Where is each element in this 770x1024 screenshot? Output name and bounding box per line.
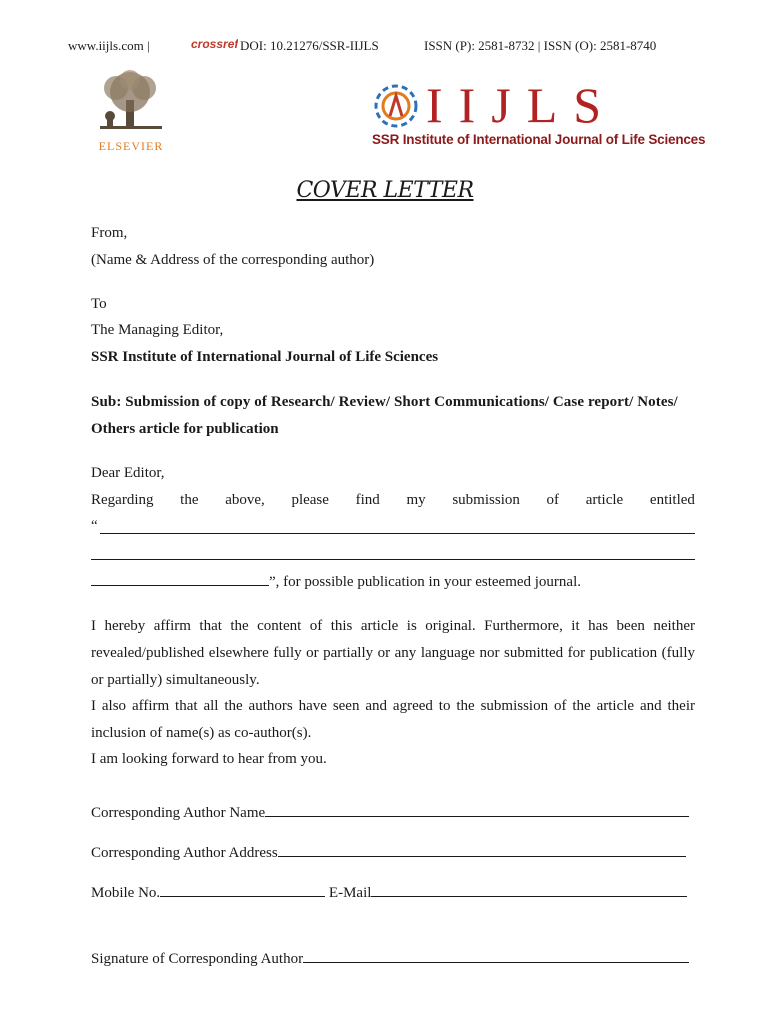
author-address-row [91,844,686,862]
elsevier-wordmark: ELSEVIER [98,139,164,153]
regarding-word: find [355,492,380,508]
author-address-field[interactable] [278,844,686,857]
to-label: To [91,296,107,312]
article-title-field-line-2[interactable] [91,559,695,560]
author-name-label: Corresponding Author Name [91,805,266,821]
regarding-word: entitled [649,492,695,508]
regarding-word: my [406,492,426,508]
doi-text: DOI: 10.21276/SSR-IIJLS [240,38,379,53]
website-url: www.iijls.com | [68,38,150,53]
signature-label: Signature of Corresponding Author [91,951,304,967]
contact-row [91,884,687,902]
from-detail: (Name & Address of the corresponding author) [91,252,375,268]
regarding-word: above, [225,492,265,508]
elsevier-logo [90,70,172,153]
recipient: The Managing Editor, [91,322,224,338]
article-title-field-line-3[interactable] [91,573,269,586]
mobile-field[interactable] [160,884,325,897]
author-name-field[interactable] [265,804,689,817]
email-field[interactable] [371,884,687,897]
affirmation-paragraph-2: I also affirm that all the authors have seen and agreed to the submission of the article and their inclusion of name(s) as co-author(s). [91,698,695,741]
subject-line-1: Sub: Submission of copy of Research/ Review/ Short Communications/ Case report/ Notes/ [91,394,678,410]
open-quote: “ [91,518,98,534]
journal-full-name: SSR Institute of International Journal of Life Sciences [372,132,706,147]
crossref-logo-text: crossref [191,37,238,51]
subject-line-2: Others article for publication [91,421,279,437]
issn-text: ISSN (P): 2581-8732 | ISSN (O): 2581-8740 [424,38,657,53]
regarding-word: of [546,492,560,508]
journal-name: SSR Institute of International Journal of Life Sciences [91,349,439,365]
signature-row [91,950,689,968]
iijls-emblem-icon [372,82,420,130]
regarding-word: Regarding [91,492,154,508]
crossref-logo [190,30,238,52]
regarding-word: submission [452,492,520,508]
from-label: From, [91,225,128,241]
closing-fragment: ”, for possible publication in your esteemed journal. [269,574,582,590]
email-label: E-Mail [328,885,372,901]
author-address-label: Corresponding Author Address [91,845,278,861]
salutation: Dear Editor, [91,465,165,481]
affirmation-paragraph-1: I hereby affirm that the content of this article is original. Furthermore, it has been neither revealed/published elsewhere fully or partially or any language nor submitted for publication (fully or partially) simultaneously. [91,618,695,688]
regarding-line [91,492,695,509]
article-title-field-line-1[interactable] [100,533,695,534]
article-title-closing [91,573,581,591]
signature-field[interactable] [303,950,689,963]
journal-abbreviation: IIJLS [426,77,618,133]
mobile-label: Mobile No. [91,885,161,901]
regarding-word: please [291,492,329,508]
regarding-word: the [180,492,199,508]
closing-paragraph: I am looking forward to hear from you. [91,751,327,767]
elsevier-tree-icon [90,70,172,132]
author-name-row [91,804,689,822]
page-title: COVER LETTER [296,178,474,203]
regarding-word: article [585,492,624,508]
